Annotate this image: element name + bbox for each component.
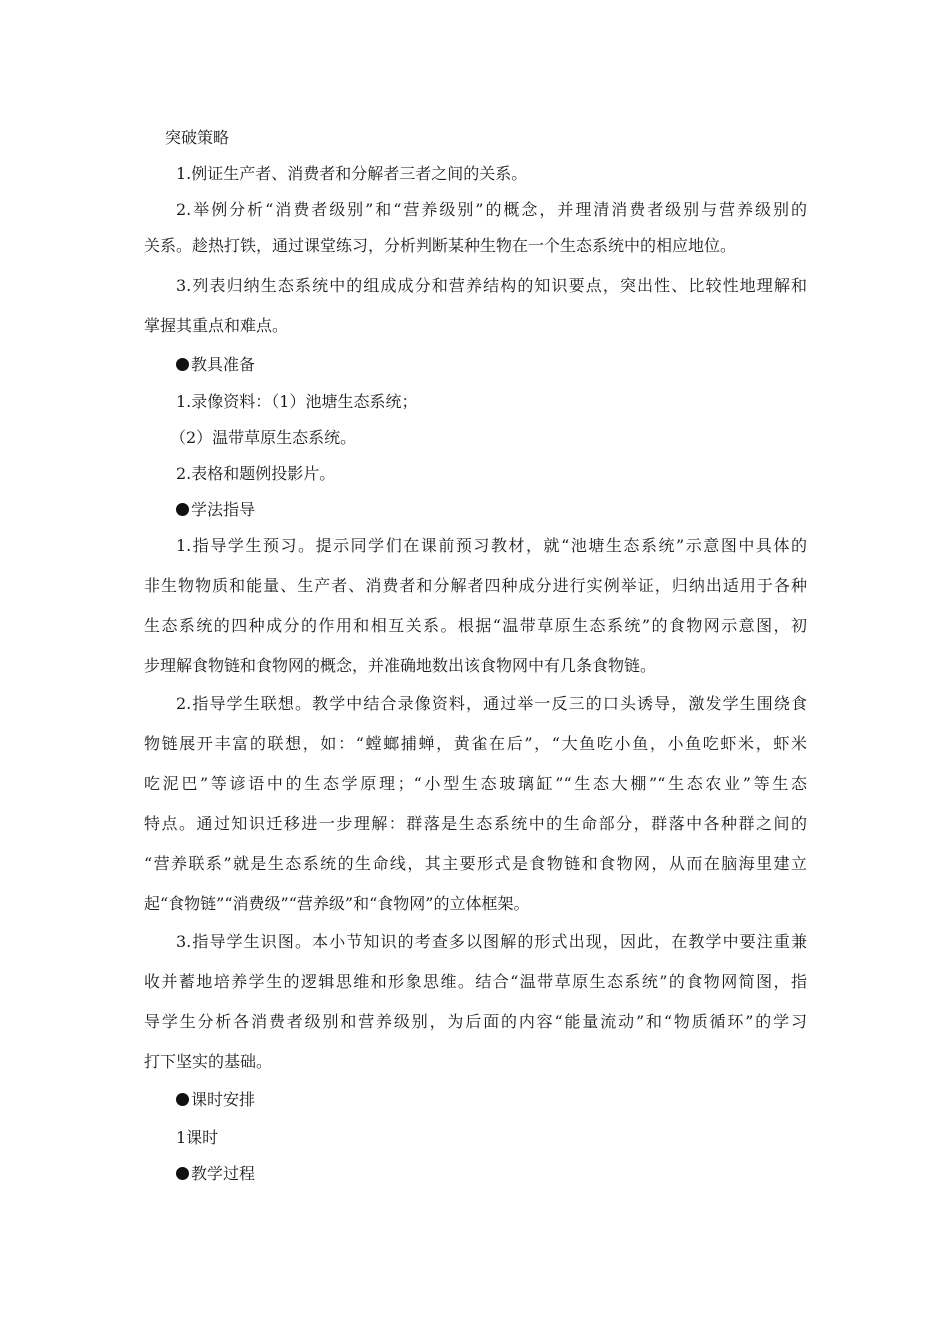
paragraph-line: 关系。趁热打铁，通过课堂练习，分析判断某种生物在一个生态系统中的相应地位。 [144, 236, 737, 255]
section-label: 教学过程 [191, 1164, 256, 1183]
paragraph-line: 1.录像资料：（1）池塘生态系统； [176, 392, 418, 411]
section-label: 课时安排 [191, 1090, 256, 1109]
section-heading: 突破策略 [165, 128, 230, 147]
paragraph-line: 导学生分析各消费者级别和营养级别，为后面的内容“能量流动”和“物质循环”的学习 [144, 1012, 807, 1031]
paragraph-line: 2.指导学生联想。教学中结合录像资料，通过举一反三的口头诱导，激发学生围绕食 [176, 694, 807, 713]
paragraph-line: 掌握其重点和难点。 [144, 316, 289, 335]
bullet-icon [176, 1093, 189, 1106]
paragraph-line: 2.举例分析“消费者级别”和“营养级别”的概念，并理清消费者级别与营养级别的 [176, 200, 807, 219]
bullet-icon [176, 1167, 189, 1180]
paragraph-line: 1.例证生产者、消费者和分解者三者之间的关系。 [176, 164, 528, 183]
section-label: 学法指导 [191, 500, 256, 519]
paragraph-line: 3.列表归纳生态系统中的组成成分和营养结构的知识要点，突出性、比较性地理解和 [176, 276, 807, 295]
section-tools [176, 355, 255, 375]
section-method [176, 500, 255, 520]
paragraph-line: （2）温带草原生态系统。 [170, 428, 357, 447]
paragraph-line: 收并蓄地培养学生的逻辑思维和形象思维。结合“温带草原生态系统”的食物网简图，指 [144, 972, 807, 991]
paragraph-line: 3.指导学生识图。本小节知识的考查多以图解的形式出现，因此，在教学中要注重兼 [176, 932, 807, 951]
bullet-icon [176, 503, 189, 516]
paragraph-line: “营养联系”就是生态系统的生命线，其主要形式是食物链和食物网，从而在脑海里建立 [144, 854, 807, 873]
paragraph-line: 1课时 [176, 1128, 219, 1147]
paragraph-line: 1.指导学生预习。提示同学们在课前预习教材，就“池塘生态系统”示意图中具体的 [176, 536, 807, 555]
paragraph-line: 吃泥巴”等谚语中的生态学原理；“小型生态玻璃缸”“生态大棚”“生态农业”等生态 [144, 774, 807, 793]
paragraph-line: 步理解食物链和食物网的概念，并准确地数出该食物网中有几条食物链。 [144, 656, 657, 675]
paragraph-line: 物链展开丰富的联想，如：“螳螂捕蝉，黄雀在后”，“大鱼吃小鱼，小鱼吃虾米，虾米 [144, 734, 807, 753]
paragraph-line: 2.表格和题例投影片。 [176, 464, 336, 483]
paragraph-line: 起“食物链”“消费级”“营养级”和“食物网”的立体框架。 [144, 894, 530, 913]
section-schedule [176, 1090, 255, 1110]
section-process [176, 1164, 255, 1184]
paragraph-line: 打下坚实的基础。 [144, 1052, 273, 1071]
paragraph-line: 非生物物质和能量、生产者、消费者和分解者四种成分进行实例举证，归纳出适用于各种 [144, 576, 807, 595]
bullet-icon [176, 358, 189, 371]
paragraph-line: 特点。通过知识迁移进一步理解：群落是生态系统中的生命部分，群落中各种群之间的 [144, 814, 807, 833]
section-label: 教具准备 [191, 355, 256, 374]
paragraph-line: 生态系统的四种成分的作用和相互关系。根据“温带草原生态系统”的食物网示意图，初 [144, 616, 807, 635]
